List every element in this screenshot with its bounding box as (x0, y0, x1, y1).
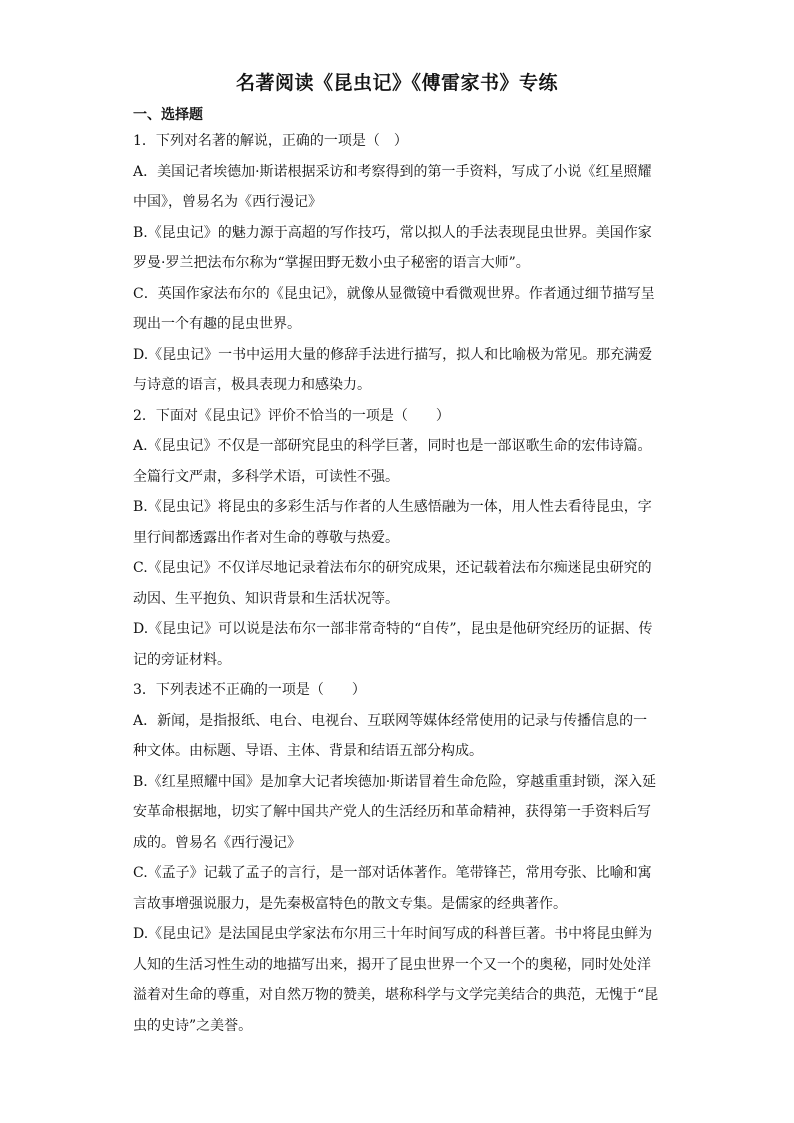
q3-option-b-line-2: 安革命根据地，切实了解中国共产党人的生活经历和革命精神，获得第一手资料后写 (133, 804, 651, 820)
q3-option-d-line-2: 人知的生活习性生动的地描写出来，揭开了昆虫世界一个又一个的奥秘，同时处处洋 (133, 956, 651, 973)
q1-option-c-line-1: C．英国作家法布尔的《昆虫记》，就像从显微镜中看微观世界。作者通过细节描写呈 (133, 285, 655, 302)
q3-option-a-line-1: A．新闻，是指报纸、电台、电视台、互联网等媒体经常使用的记录与传播信息的一 (133, 712, 648, 729)
q1-option-a-line-1: A．美国记者埃德加·斯诺根据采访和考察得到的第一手资料，写成了小说《红星照耀 (133, 163, 652, 180)
q1-option-a-line-2: 中国》，曾易名为《西行漫记》 (133, 194, 322, 210)
q2-option-c-line-1: C.《昆虫记》不仅详尽地记录着法布尔的研究成果，还记载着法布尔痴迷昆虫研究的 (133, 560, 652, 576)
question-1-stem: 1．下列对名著的解说，正确的一项是（ ） (133, 133, 408, 149)
q3-option-d-line-1: D.《昆虫记》是法国昆虫学家法布尔用三十年时间写成的科普巨著。书中将昆虫鲜为 (133, 926, 653, 942)
q2-option-d-line-1: D.《昆虫记》可以说是法布尔一部非常奇特的“自传”，昆虫是他研究经历的证据、传 (133, 621, 653, 637)
q3-option-c-line-2: 言故事增强说服力，是先秦极富特色的散文专集。是儒家的经典著作。 (133, 895, 567, 912)
q1-option-b-line-2: 罗曼·罗兰把法布尔称为“掌握田野无数小虫子秘密的语言大师”。 (133, 255, 530, 271)
q3-option-a-line-2: 种文体。由标题、导语、主体、背景和结语五部分构成。 (133, 743, 483, 759)
q3-option-d-line-4: 虫的史诗”之美誉。 (133, 1017, 253, 1034)
q3-option-d-line-3: 溢着对生命的尊重，对自然万物的赞美，堪称科学与文学完美结合的典范，无愧于“昆 (133, 987, 659, 1003)
q1-option-c-line-2: 现出一个有趣的昆虫世界。 (133, 316, 301, 332)
q2-option-a-line-2: 全篇行文严肃，多科学术语，可读性不强。 (133, 468, 399, 485)
q3-option-c-line-1: C.《孟子》记载了孟子的言行，是一部对话体著作。笔带锋芒，常用夸张、比喻和寓 (133, 865, 652, 881)
section-heading: 一、选择题 (133, 107, 203, 123)
question-body (133, 126, 665, 1041)
q2-option-d-line-2: 记的旁证材料。 (133, 651, 231, 668)
question-2-stem: 2．下面对《昆虫记》评价不恰当的一项是（ ） (133, 407, 450, 424)
q1-option-d-line-1: D.《昆虫记》一书中运用大量的修辞手法进行描写，拟人和比喻极为常见。那充满爱 (133, 346, 653, 363)
page-title: 名著阅读《昆虫记》《傅雷家书》专练 (235, 72, 558, 94)
q2-option-c-line-2: 动因、生平抱负、知识背景和生活状况等。 (133, 590, 399, 607)
q1-option-d-line-2: 与诗意的语言，极具表现力和感染力。 (133, 377, 371, 393)
q1-option-b-line-1: B.《昆虫记》的魅力源于高超的写作技巧，常以拟人的手法表现昆虫世界。美国作家 (133, 224, 652, 241)
q2-option-b-line-1: B.《昆虫记》将昆虫的多彩生活与作者的人生感悟融为一体，用人性去看待昆虫，字 (133, 499, 652, 515)
q2-option-a-line-1: A.《昆虫记》不仅是一部研究昆虫的科学巨著，同时也是一部讴歌生命的宏伟诗篇。 (133, 438, 652, 454)
q3-option-b-line-3: 成的。曾易名《西行漫记》 (133, 834, 301, 851)
q3-option-b-line-1: B.《红星照耀中国》是加拿大记者埃德加·斯诺冒着生命危险，穿越重重封锁，深入延 (133, 773, 657, 790)
question-3-stem: 3．下列表述不正确的一项是（ ） (133, 682, 366, 698)
q2-option-b-line-2: 里行间都透露出作者对生命的尊敬与热爱。 (133, 529, 399, 546)
